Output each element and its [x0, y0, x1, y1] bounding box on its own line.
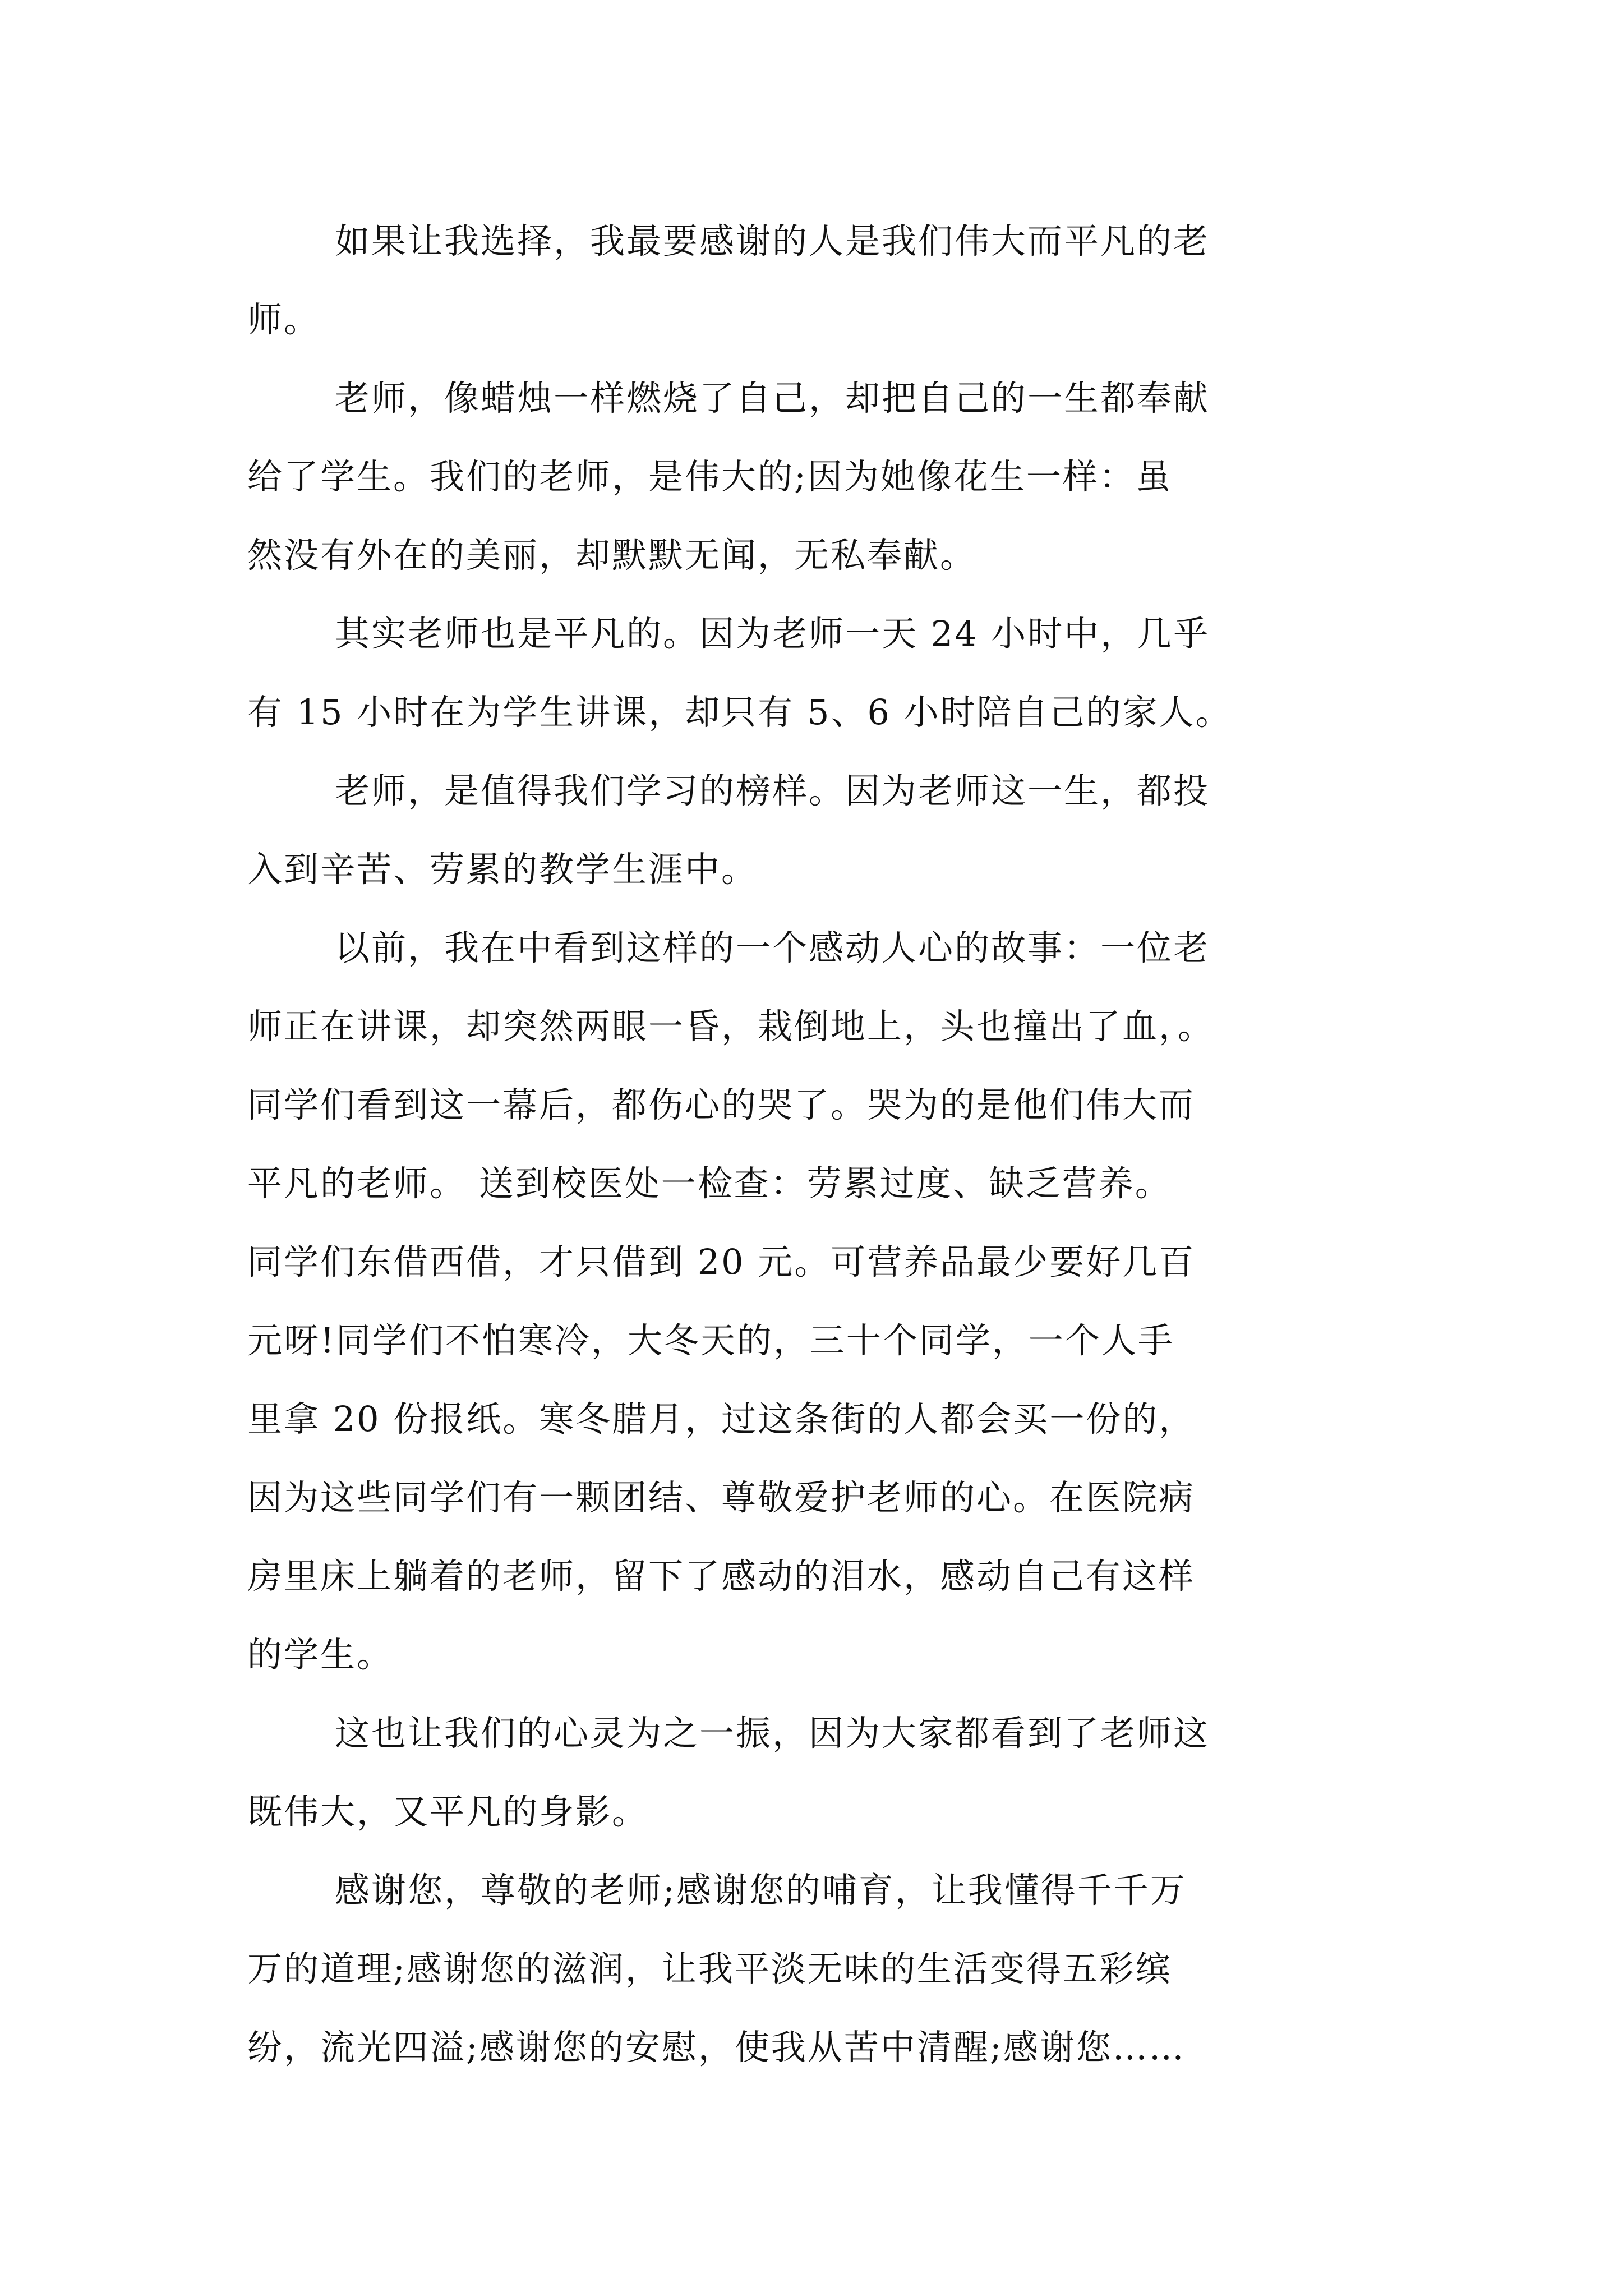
text-line: 老师，是值得我们学习的榜样。因为老师这一生，都投 — [335, 770, 1210, 811]
text-line: 其实老师也是平凡的。因为老师一天 24 小时中，几乎 — [335, 613, 1210, 654]
text-line: 师正在讲课，却突然两眼一昏，栽倒地上，头也撞出了血，。 — [247, 1006, 1215, 1047]
text-line: 平凡的老师。 送到校医处一检查：劳累过度、缺乏营养。 — [247, 1163, 1172, 1204]
text-line: 的学生。 — [247, 1634, 394, 1675]
text-line: 然没有外在的美丽，却默默无闻，无私奉献。 — [247, 535, 977, 576]
text-line: 老师，像蜡烛一样燃烧了自己，却把自己的一生都奉献 — [335, 378, 1210, 418]
text-line: 同学们看到这一幕后，都伤心的哭了。哭为的是他们伟大而 — [247, 1084, 1196, 1125]
text-line: 因为这些同学们有一颗团结、尊敬爱护老师的心。在医院病 — [247, 1477, 1196, 1518]
text-line: 纷，流光四溢;感谢您的安慰，使我从苦中清醒;感谢您…… — [247, 2027, 1186, 2068]
text-line: 有 15 小时在为学生讲课，却只有 5、6 小时陪自己的家人。 — [247, 692, 1232, 733]
text-line: 同学们东借西借，才只借到 20 元。可营养品最少要好几百 — [247, 1241, 1196, 1282]
text-line: 入到辛苦、劳累的教学生涯中。 — [247, 849, 758, 890]
text-line: 房里床上躺着的老师，留下了感动的泪水，感动自己有这样 — [247, 1556, 1196, 1596]
text-line: 给了学生。我们的老师，是伟大的;因为她像花生一样：虽 — [247, 456, 1172, 497]
text-line: 既伟大，又平凡的身影。 — [247, 1791, 649, 1832]
text-line: 如果让我选择，我最要感谢的人是我们伟大而平凡的老 — [335, 220, 1210, 261]
text-line: 师。 — [247, 299, 321, 340]
text-line: 感谢您，尊敬的老师;感谢您的哺育，让我懂得千千万 — [335, 1870, 1187, 1911]
text-line: 元呀!同学们不怕寒冷，大冬天的，三十个同学，一个人手 — [247, 1320, 1174, 1361]
text-line: 以前，我在中看到这样的一个感动人心的故事：一位老 — [335, 927, 1210, 968]
text-line: 里拿 20 份报纸。寒冬腊月，过这条街的人都会买一份的， — [247, 1398, 1196, 1439]
text-line: 万的道理;感谢您的滋润，让我平淡无味的生活变得五彩缤 — [247, 1948, 1172, 1989]
text-line: 这也让我们的心灵为之一振，因为大家都看到了老师这 — [335, 1713, 1210, 1754]
